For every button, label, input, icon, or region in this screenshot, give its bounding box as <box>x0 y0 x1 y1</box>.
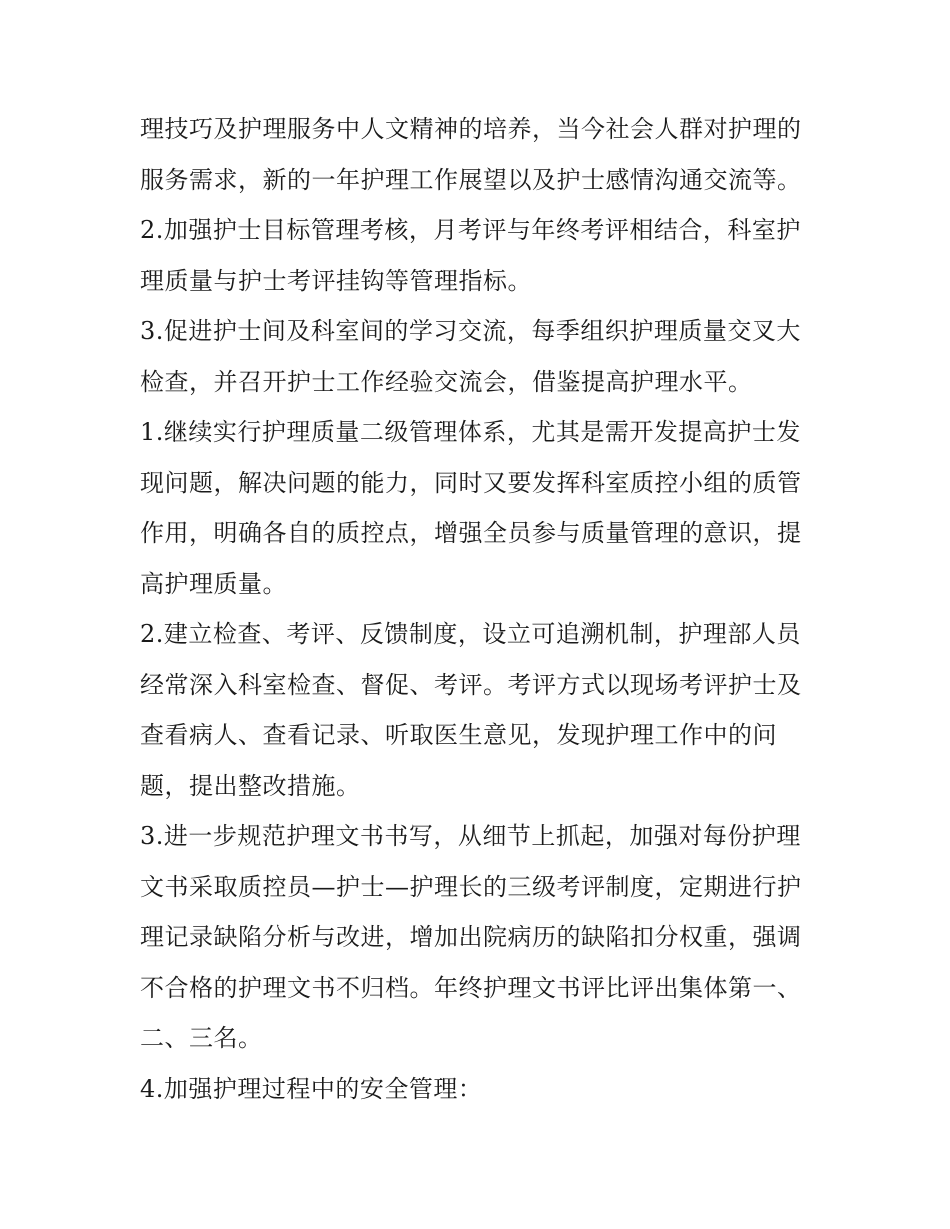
text-line: 2.建立检查、考评、反馈制度，设立可追溯机制，护理部人员 <box>140 620 801 648</box>
text-line: 高护理质量。 <box>140 569 287 598</box>
text-line: 二、三名。 <box>140 1024 263 1052</box>
text-line: 查看病人、查看记录、听取医生意见，发现护理工作中的问 <box>140 721 777 749</box>
text-line: 3.促进护士间及科室间的学习交流，每季组织护理质量交叉大 <box>140 317 801 345</box>
document-body <box>140 104 820 1114</box>
text-line: 文书采取质控员—护士—护理长的三级考评制度，定期进行护 <box>140 872 802 901</box>
text-line: 理技巧及护理服务中人文精神的培养，当今社会人群对护理的 <box>140 115 802 143</box>
text-line: 经常深入科室检查、督促、考评。考评方式以现场考评护士及 <box>140 670 802 699</box>
text-line: 理质量与护士考评挂钩等管理指标。 <box>140 266 532 295</box>
text-line: 1.继续实行护理质量二级管理体系，尤其是需开发提高护士发 <box>140 418 801 446</box>
text-line: 2.加强护士目标管理考核，月考评与年终考评相结合，科室护 <box>140 216 801 244</box>
text-line: 3.进一步规范护理文书书写，从细节上抓起，加强对每份护理 <box>140 822 801 850</box>
text-line: 4.加强护理过程中的安全管理： <box>140 1074 483 1103</box>
text-line: 服务需求，新的一年护理工作展望以及护士感情沟通交流等。 <box>140 165 802 194</box>
text-line: 题，提出整改措施。 <box>140 771 361 800</box>
text-line: 现问题，解决问题的能力，同时又要发挥科室质控小组的质管 <box>140 468 802 497</box>
text-line: 检查，并召开护士工作经验交流会，借鉴提高护理水平。 <box>140 367 753 396</box>
text-line: 作用，明确各自的质控点，增强全员参与质量管理的意识，提 <box>140 519 802 547</box>
text-line: 不合格的护理文书不归档。年终护理文书评比评出集体第一、 <box>140 973 802 1002</box>
text-line: 理记录缺陷分析与改进，增加出院病历的缺陷扣分权重，强调 <box>140 923 802 951</box>
